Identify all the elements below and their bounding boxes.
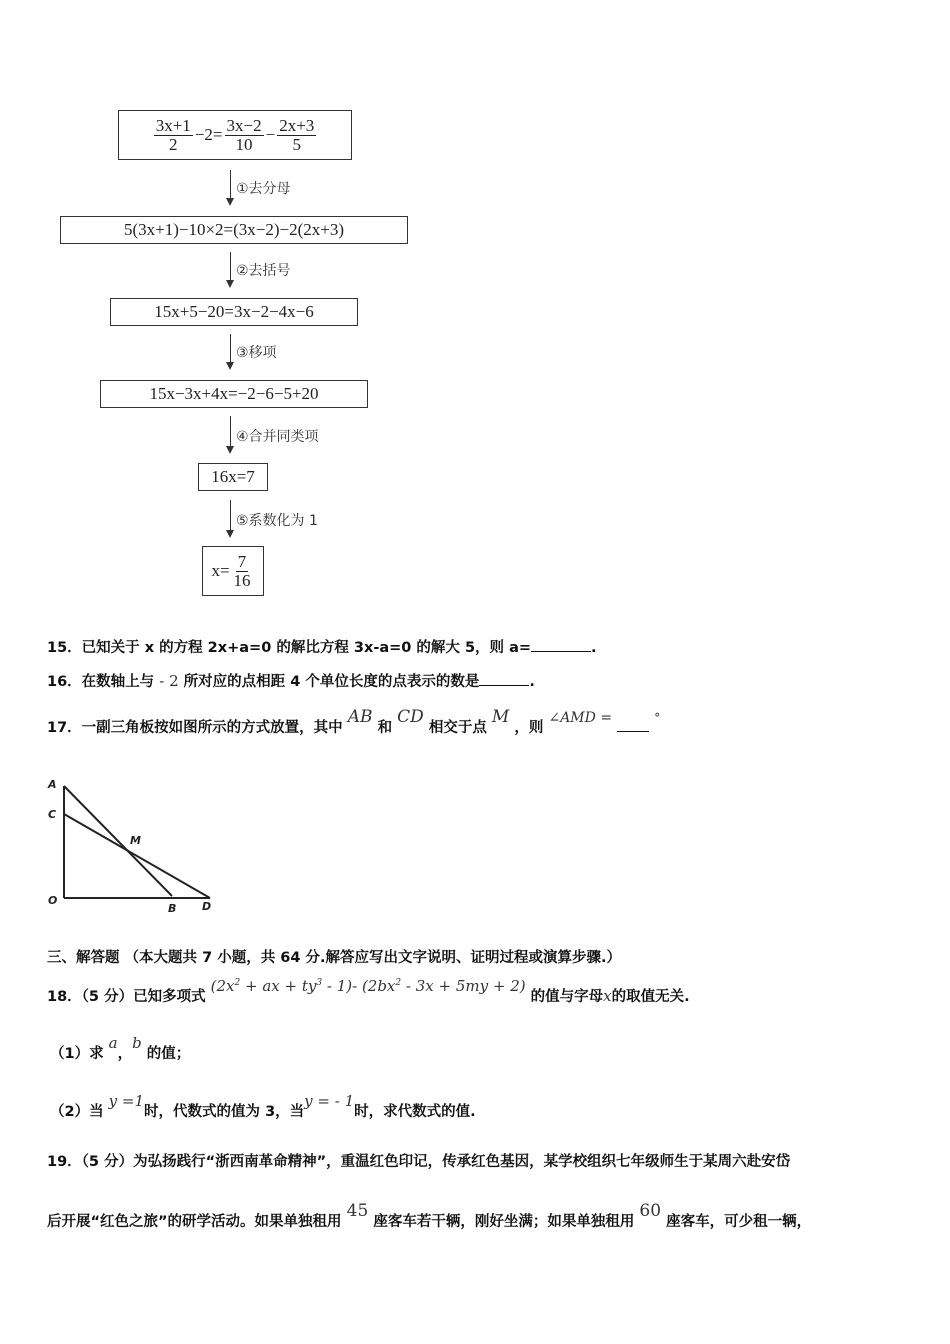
poly-part: - 3x + 5my + 2) xyxy=(401,977,526,995)
question-15 xyxy=(47,636,597,657)
frac-num: 3x+1 xyxy=(155,115,191,135)
frac-den: 2 xyxy=(169,134,178,154)
exponent: 3 xyxy=(316,978,323,988)
question-text: 座客车若干辆，刚好坐满；如果单独租用 xyxy=(373,1214,635,1230)
equation-box-result xyxy=(202,546,264,596)
question-text: 16．在数轴上与 xyxy=(47,674,160,690)
point-label-B: B xyxy=(168,902,177,915)
step-label: ④合并同类项 xyxy=(236,429,319,445)
question-text: ， xyxy=(117,1046,133,1062)
eq-text: − xyxy=(265,125,276,144)
polynomial-2 xyxy=(362,977,526,995)
polynomial-1 xyxy=(211,977,352,995)
frac-num: 2x+3 xyxy=(279,115,315,135)
math-value: - 2 xyxy=(159,672,179,690)
eq-text: −2= xyxy=(194,125,223,144)
equation-box xyxy=(60,216,408,244)
math-condition: y = - 1 xyxy=(304,1092,355,1110)
degree-symbol: ° xyxy=(654,711,661,725)
question-text: 所对应的点相距 4 个单位长度的点表示的数是 xyxy=(178,674,480,690)
frac-num: 3x−2 xyxy=(226,115,262,135)
step-label: ⑤系数化为 1 xyxy=(236,513,318,529)
question-text: 的值与字母 xyxy=(530,989,604,1005)
answer-blank xyxy=(479,685,529,686)
poly-part: - 1) xyxy=(322,977,353,995)
point-label-D: D xyxy=(202,900,212,913)
math-var: AB xyxy=(347,707,373,727)
question-text: 时，代数式的值为 3，当 xyxy=(144,1104,305,1120)
arrowhead-icon xyxy=(226,198,234,206)
point-label-M: M xyxy=(130,834,141,847)
flow-arrow xyxy=(230,334,231,364)
math-var: b xyxy=(132,1034,142,1052)
equation-box xyxy=(198,463,268,491)
equation-box-original xyxy=(118,110,352,160)
poly-part: (2bx xyxy=(361,977,396,995)
question-text: 的取值无关. xyxy=(611,989,690,1005)
math-var: x xyxy=(603,987,612,1005)
eq-text: x= xyxy=(211,561,230,580)
math-var: CD xyxy=(397,707,424,727)
question-end: . xyxy=(529,674,535,690)
eq-text: 16x=7 xyxy=(211,467,255,486)
question-end: . xyxy=(591,640,597,656)
question-17 xyxy=(47,707,661,737)
frac-den: 5 xyxy=(292,134,301,154)
step-label: ①去分母 xyxy=(236,181,291,197)
question-text: 相交于点 xyxy=(428,720,487,736)
frac-den: 10 xyxy=(235,134,253,154)
step-label: ③移项 xyxy=(236,345,277,361)
arrowhead-icon xyxy=(226,280,234,288)
math-number: 60 xyxy=(639,1201,662,1221)
flow-arrow xyxy=(230,170,231,200)
arrowhead-icon xyxy=(226,446,234,454)
question-text: 17．一副三角板按如图所示的方式放置，其中 xyxy=(47,720,343,736)
point-label-C: C xyxy=(48,808,57,821)
question-text: 座客车，可少租一辆， xyxy=(666,1214,812,1230)
minus-sign: - xyxy=(352,977,362,995)
arrowhead-icon xyxy=(226,530,234,538)
flow-arrow xyxy=(230,416,231,448)
question-18-part-2 xyxy=(50,1092,476,1121)
math-var: M xyxy=(491,707,510,727)
step-label: ②去括号 xyxy=(236,263,291,279)
question-text: 18．（5 分）已知多项式 xyxy=(47,989,206,1005)
exponent: 2 xyxy=(234,978,241,988)
arrowhead-icon xyxy=(226,362,234,370)
poly-part: (2x xyxy=(210,977,235,995)
question-19-line-1: 19．（5 分）为弘扬践行“浙西南革命精神”，重温红色印记，传承红色基因，某学校组织七年级师生于某周六赴安岱 xyxy=(47,1154,791,1170)
math-condition: y =1 xyxy=(108,1092,145,1110)
question-text: 和 xyxy=(377,720,393,736)
math-var: a xyxy=(108,1034,118,1052)
question-text: （1）求 xyxy=(50,1046,104,1062)
point-label-A: A xyxy=(48,778,57,791)
question-text: 时，求代数式的值. xyxy=(354,1104,476,1120)
point-label-O: O xyxy=(48,894,58,907)
eq-text: 15x+5−20=3x−2−4x−6 xyxy=(154,302,314,321)
frac-num: 7 xyxy=(237,551,247,571)
flow-arrow xyxy=(230,500,231,532)
answer-blank xyxy=(617,731,649,732)
question-19-line-2 xyxy=(47,1201,812,1231)
math-angle: ∠AMD = xyxy=(548,710,613,726)
question-text: 的值； xyxy=(146,1046,191,1062)
question-text: 15．已知关于 x 的方程 2x+a=0 的解比方程 3x-a=0 的解大 5，则 a= xyxy=(47,640,532,656)
eq-text: 5(3x+1)−10×2=(3x−2)−2(2x+3) xyxy=(123,220,345,239)
question-18-part-1 xyxy=(50,1034,191,1063)
question-text: （2）当 xyxy=(50,1104,104,1120)
math-number: 45 xyxy=(346,1201,369,1221)
frac-den: 16 xyxy=(233,570,251,590)
question-18 xyxy=(47,977,690,1006)
question-text: ，则 xyxy=(514,720,544,736)
equation-box xyxy=(110,298,358,326)
eq-text: 15x−3x+4x=−2−6−5+20 xyxy=(149,384,319,403)
answer-blank xyxy=(531,651,591,652)
question-text: 后开展“红色之旅”的研学活动。如果单独租用 xyxy=(47,1214,342,1230)
question-16 xyxy=(47,670,535,691)
exponent: 2 xyxy=(395,978,402,988)
flow-arrow xyxy=(230,252,231,282)
triangle-figure xyxy=(44,774,224,919)
poly-part: + ax + ty xyxy=(240,977,317,995)
section-header: 三、解答题 （本大题共 7 小题，共 64 分.解答应写出文字说明、证明过程或演算步骤.） xyxy=(47,950,622,966)
equation-box xyxy=(100,380,368,408)
